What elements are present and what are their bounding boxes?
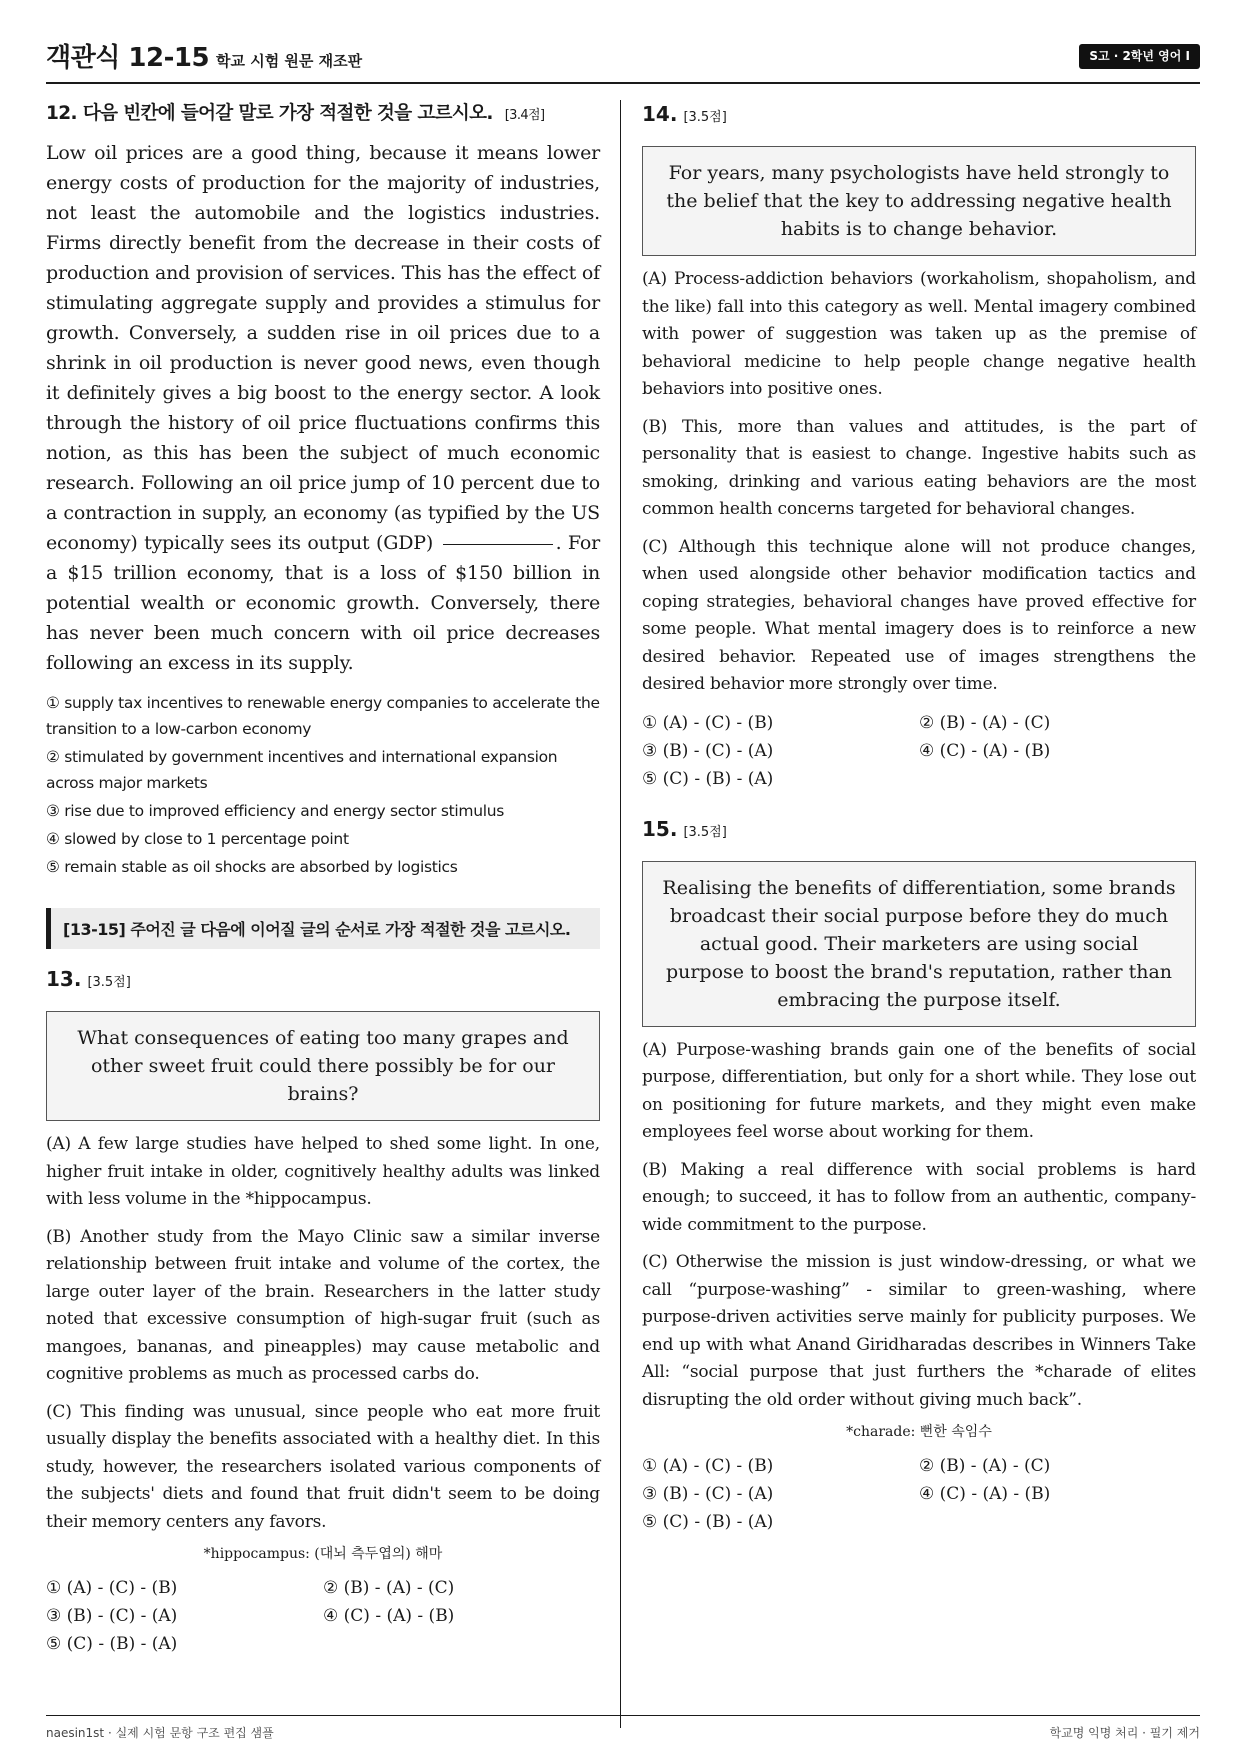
q15-number: 15. — [642, 816, 678, 841]
q14-heading — [642, 100, 1196, 132]
q12-choice[interactable]: ② stimulated by government incentives and international expansion across major markets — [46, 748, 558, 792]
q12-heading — [46, 100, 600, 130]
q13-choice[interactable]: ③ (B) - (C) - (A) — [46, 1606, 178, 1626]
page-title: 객관식 12-15 — [46, 43, 210, 73]
q12-number: 12. — [46, 103, 77, 124]
q15-points: [3.5점] — [683, 824, 727, 840]
q15-choice[interactable]: ② (B) - (A) - (C) — [919, 1456, 1051, 1476]
q15-given-box: Realising the benefits of differentiation, some brands broadcast their social purpose before they do much actual good. Their marketers are using social purpose to boost the brand's reputation, rather than embracing the purpose itself. — [642, 861, 1196, 1027]
q14-given-box: For years, many psychologists have held strongly to the belief that the key to addressing negative health habits is to change behavior. — [642, 146, 1196, 256]
q14-choice[interactable]: ① (A) - (C) - (B) — [642, 712, 774, 733]
q13-paragraph-a: (A) A few large studies have helped to shed some light. In one, higher fruit intake in older, cognitively healthy adults was linked with less volume in the *hippocampus. — [46, 1134, 600, 1209]
q12-passage-before: Low oil prices are a good thing, because it means lower energy costs of production for the majority of industries, not least the automobile and the logistics industries. Firms directly benefit from the decrease in their costs of production and provision of services. This has the effect of stimulating aggregate supply and provides a stimulus for growth. Conversely, a sudden rise in oil prices due to a shrink in oil production is never good news, even though it definitely gives a big boost to the energy sector. A look through the history of oil price fluctuations confirms this notion, as this has been the subject of much economic research. Following an oil price jump of 10 percent due to a contraction in supply, an economy (as typified by the US economy) typically sees its output (GDP) — [46, 142, 600, 554]
q15-choice[interactable]: ① (A) - (C) - (B) — [642, 1456, 774, 1476]
q12-choices — [46, 690, 600, 880]
footer-note: 학교명 익명 처리 · 필기 제거 — [1049, 1726, 1200, 1740]
page-footer — [46, 1715, 1200, 1740]
q15-heading — [642, 815, 1196, 847]
q13-paragraph-b: (B) Another study from the Mayo Clinic saw a similar inverse relationship between fruit intake and volume of the cortex, the large outer layer of the brain. Researchers in the latter study noted that excessive consumption of high-sugar fruit (such as mangoes, bananas, and pineapples) may cause metabolic and cognitive problems as much as processed carbs do. — [46, 1226, 600, 1384]
q14-paragraph-b: (B) This, more than values and attitudes, is the part of personality that is easiest to change. Ingestive habits such as smoking, drinking and various eating behaviors are the most common health concerns targeted for behavioral changes. — [642, 416, 1196, 519]
q14-choice[interactable]: ② (B) - (A) - (C) — [919, 712, 1051, 733]
q12-choice[interactable]: ① supply tax incentives to renewable energy companies to accelerate the transition to a low-carbon economy — [46, 694, 600, 738]
q13-paragraph-c: (C) This finding was unusual, since people who eat more fruit usually display the benefits associated with a healthy diet. In this study, however, the researchers isolated various components of the subjects' diets and found that fruit didn't seem to be doing their memory centers any favors. — [46, 1401, 600, 1532]
q14-paragraph-a: (A) Process-addiction behaviors (workaholism, shopaholism, and the like) fall into this category as well. Mental imagery combined with power of suggestion was taken up as the premise of behavioral medicine to help people change negative health behaviors into positive ones. — [642, 269, 1196, 399]
q12-choice[interactable]: ③ rise due to improved efficiency and energy sector stimulus — [46, 802, 505, 820]
q13-choice[interactable]: ⑤ (C) - (B) - (A) — [46, 1634, 178, 1654]
q13-number: 13. — [46, 967, 82, 991]
column-divider — [620, 100, 621, 1728]
q15-choices — [642, 1452, 1196, 1536]
q12-choice[interactable]: ⑤ remain stable as oil shocks are absorbed by logistics — [46, 858, 458, 876]
q14-paragraph-c: (C) Although this technique alone will not produce changes, when used alongside other behavior modification tactics and coping strategies, behavioral changes have proved effective for some people. What mental imagery does is to reinforce a new desired behavior. Repeated use of images strengthens the desired behavior more strongly over time. — [642, 536, 1196, 694]
q15-choice[interactable]: ④ (C) - (A) - (B) — [919, 1484, 1051, 1504]
q15-paragraph-a: (A) Purpose-washing brands gain one of the benefits of social purpose, differentiation, but only for a short while. They lose out on positioning for future markets, and they might even make employees feel worse about working for them. — [642, 1039, 1196, 1142]
q14-choice[interactable]: ④ (C) - (A) - (B) — [919, 740, 1051, 761]
q15-paragraph-c: (C) Otherwise the mission is just window-dressing, or what we call “purpose-washing” - similar to green-washing, where purpose-driven activities serve mainly for publicity purposes. We end up with what Anand Giridharadas describes in Winners Take All: “social purpose that just furthers the *charade of elites disrupting the old order without giving much back”. — [642, 1252, 1196, 1410]
page-header — [46, 40, 1200, 84]
q12-title: 다음 빈칸에 들어갈 말로 가장 적절한 것을 고르시오. — [82, 103, 493, 124]
q14-number: 14. — [642, 102, 678, 126]
q14-choice[interactable]: ③ (B) - (C) - (A) — [642, 740, 774, 761]
q15-footnote: *charade: 뻔한 속임수 — [846, 1424, 992, 1440]
q13-choice[interactable]: ④ (C) - (A) - (B) — [323, 1606, 455, 1626]
page-subtitle: 학교 시험 원문 재조판 — [216, 52, 363, 70]
q13-heading — [46, 965, 600, 997]
q13-choice[interactable]: ① (A) - (C) - (B) — [46, 1578, 178, 1598]
q14-points: [3.5점] — [683, 110, 727, 125]
q12-passage-after: . For a $15 trillion economy, that is a loss of $150 billion in potential wealth or economic growth. Conversely, there has never been much concern with oil price decreases following an excess in its supply. — [46, 532, 601, 674]
q15-paragraph-b: (B) Making a real difference with social problems is hard enough; to succeed, it has to follow from an authentic, company-wide commitment to the purpose. — [642, 1159, 1196, 1235]
answer-blank — [443, 544, 553, 545]
q13-given-box: What consequences of eating too many grapes and other sweet fruit could there possibly be for our brains? — [46, 1011, 600, 1121]
left-column — [46, 100, 600, 1658]
q15-choice[interactable]: ③ (B) - (C) - (A) — [642, 1484, 774, 1504]
footer-source: naesin1st · 실제 시험 문항 구조 편집 샘플 — [46, 1726, 274, 1740]
q12-points: [3.4점] — [504, 108, 545, 123]
section-instruction: [13-15] 주어진 글 다음에 이어질 글의 순서로 가장 적절한 것을 고르시오. — [46, 908, 600, 949]
q12-passage — [46, 138, 600, 678]
right-column — [642, 100, 1196, 1536]
q14-choice[interactable]: ⑤ (C) - (B) - (A) — [642, 768, 774, 789]
q12-choice[interactable]: ④ slowed by close to 1 percentage point — [46, 830, 349, 848]
q13-points: [3.5점] — [87, 975, 131, 990]
q15-choice[interactable]: ⑤ (C) - (B) - (A) — [642, 1512, 774, 1532]
q13-choices — [46, 1574, 600, 1658]
class-badge: S고 · 2학년 영어 I — [1079, 44, 1200, 69]
q14-choices — [642, 709, 1196, 793]
q13-choice[interactable]: ② (B) - (A) - (C) — [323, 1578, 455, 1598]
q13-footnote: *hippocampus: (대뇌 측두엽의) 해마 — [203, 1546, 443, 1562]
